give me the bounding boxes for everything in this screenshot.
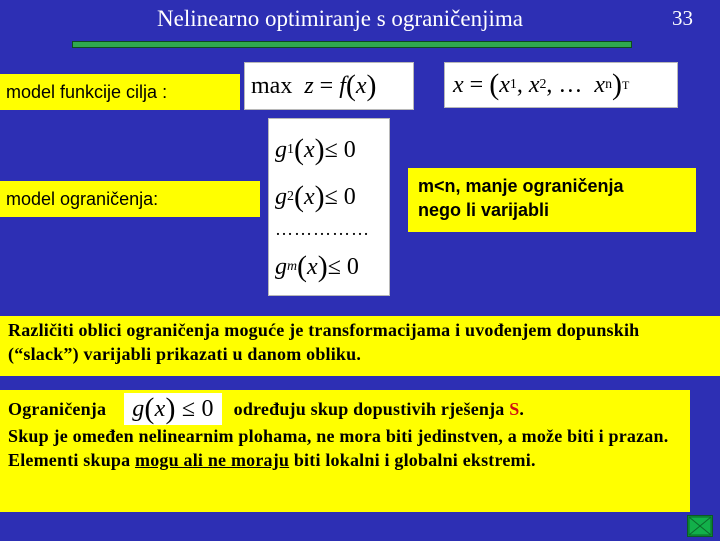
constraints-label-box	[0, 181, 260, 217]
vector-formula: x = ( x 1 , x 2 , … x n ) T	[444, 62, 678, 108]
zero: 0	[343, 183, 356, 210]
constraint-row-1: g 1 ( x ) ≤ 0	[275, 133, 356, 166]
g1-subscript: 1	[287, 142, 294, 157]
xn-symbol: x	[594, 71, 606, 98]
equals-symbol: =	[319, 72, 334, 99]
leq-symbol: ≤	[327, 253, 341, 280]
x-symbol: x	[307, 253, 318, 280]
gm-subscript: m	[287, 259, 298, 274]
x2-subscript: 2	[539, 77, 547, 92]
z-symbol: z	[304, 72, 314, 99]
zero: 0	[343, 136, 356, 163]
info-line-3: biti lokalni i globalni ekstremi.	[293, 450, 536, 470]
vector-equals: =	[469, 71, 484, 98]
page-number: 33	[672, 6, 693, 30]
ellipsis: …	[558, 71, 583, 98]
constraints-formula	[268, 118, 390, 296]
info-feasible-rest	[8, 424, 682, 472]
info-transform-text: Različiti oblici ograničenja moguće je transformacijama i uvođenjem dopunskih (“slack”) varijabli prikazati u danom obliku.	[8, 320, 640, 364]
info-line-2: Skup je omeđen nelinearnim plohama, ne mora biti jedinstven, a može biti i prazan. Elementi skupa	[8, 426, 669, 470]
leq-symbol: ≤	[324, 183, 338, 210]
constraint-row-2: g 2 ( x ) ≤ 0	[275, 180, 356, 213]
info-part-3: .	[519, 399, 525, 419]
x1-symbol: x	[499, 71, 510, 98]
info-box-feasible-set	[0, 390, 690, 512]
objective-formula: max z = f ( x )	[244, 62, 414, 110]
info-feasible-first-line	[8, 392, 682, 425]
gm-symbol: g	[275, 253, 287, 280]
g1-symbol: g	[275, 136, 287, 163]
leq-symbol: ≤	[181, 396, 196, 422]
info-part-1: Ograničenja	[8, 399, 107, 419]
note-line-2: nego li varijabli	[418, 200, 550, 220]
max-word: max	[251, 72, 293, 99]
objective-label-box	[0, 74, 240, 110]
x-symbol: x	[154, 396, 166, 422]
x2-symbol: x	[528, 71, 540, 98]
slide-title: Nelinearno optimiranje s ograničenjima	[157, 6, 523, 31]
g2-subscript: 2	[287, 189, 294, 204]
vector-x-symbol: x	[453, 71, 464, 98]
x-symbol: x	[303, 136, 315, 163]
title-underline	[72, 41, 632, 48]
constraint-vdots: ……………	[275, 219, 370, 239]
objective-label: model funkcije cilja :	[6, 81, 168, 102]
f-symbol: f	[339, 72, 346, 99]
info-underlined-text: mogu ali ne moraju	[135, 450, 290, 470]
xn-subscript: n	[605, 77, 613, 92]
constraint-row-m: g m ( x ) ≤ 0	[275, 250, 359, 283]
x1-subscript: 1	[509, 77, 517, 92]
info-box-transform	[0, 316, 720, 376]
comma: ,	[516, 71, 523, 98]
g2-symbol: g	[275, 183, 287, 210]
navigation-button[interactable]	[687, 515, 713, 537]
zero: 0	[201, 396, 214, 422]
constraints-label: model ograničenja:	[6, 188, 159, 209]
x-symbol: x	[303, 183, 315, 210]
transpose-symbol: T	[622, 77, 630, 92]
constraints-note	[408, 168, 696, 232]
set-symbol: S	[509, 399, 520, 419]
x-symbol: x	[355, 72, 367, 99]
zero: 0	[346, 253, 359, 280]
navigation-button-icon	[688, 516, 712, 536]
info-part-2: određuju skup dopustivih rješenja	[233, 399, 505, 419]
note-line-1: m<n, manje ograničenja	[418, 176, 624, 196]
comma: ,	[546, 71, 553, 98]
leq-symbol: ≤	[324, 136, 338, 163]
constraint-inline-formula: g ( x ) ≤ 0	[124, 393, 221, 425]
g-symbol: g	[132, 396, 145, 422]
